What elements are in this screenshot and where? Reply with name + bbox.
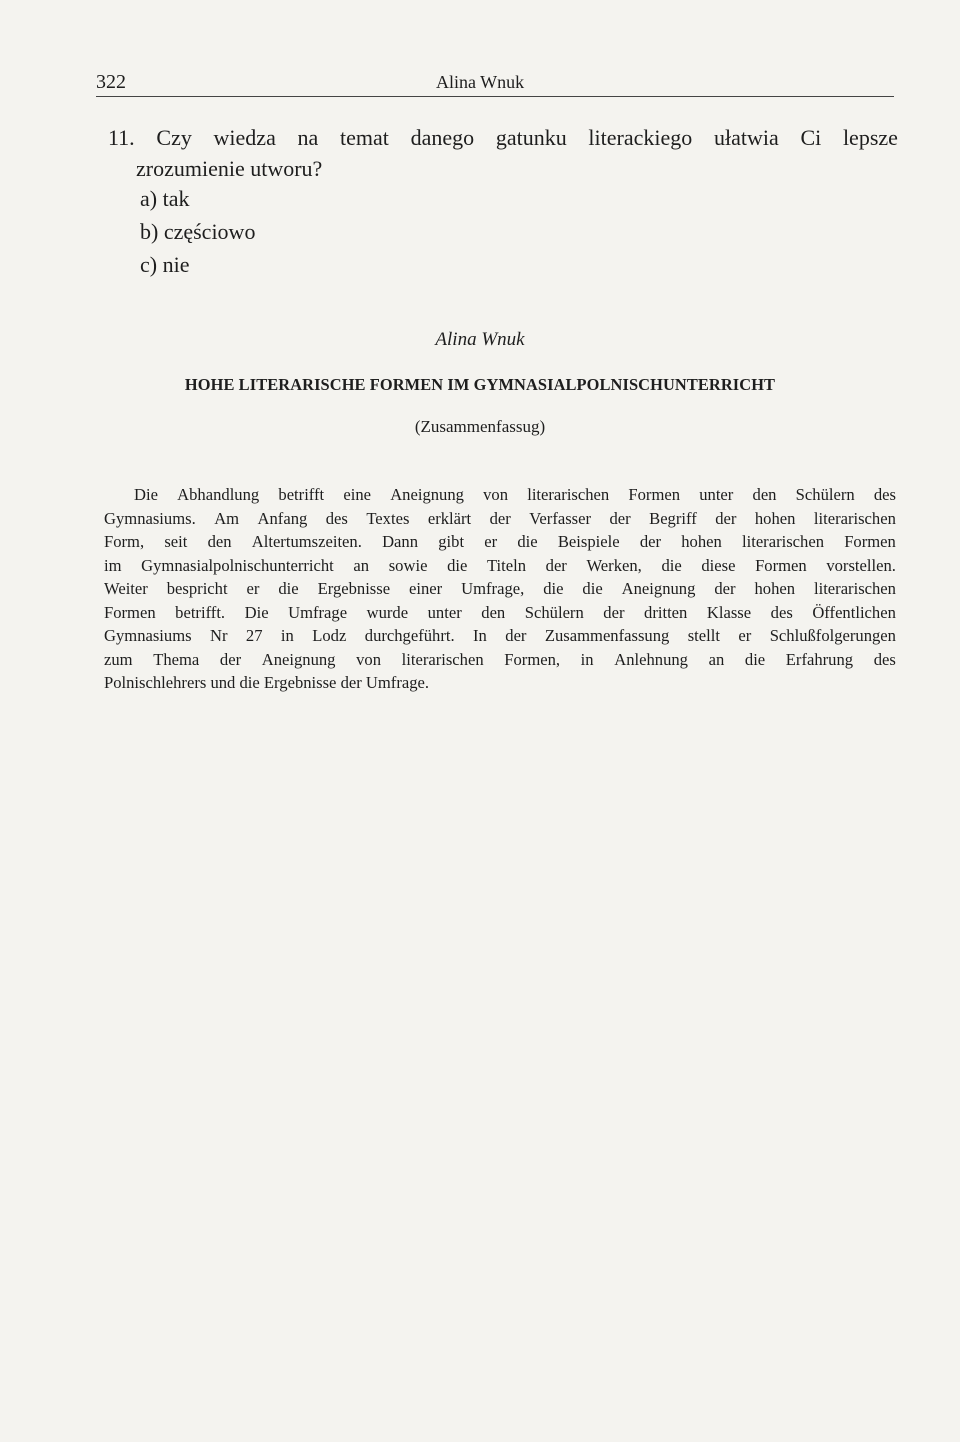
summary-word: Verfasser <box>529 508 592 528</box>
summary-word: des <box>325 508 348 528</box>
summary-word: hohen <box>754 508 796 528</box>
summary-word: erklärt <box>427 508 472 528</box>
summary-word: er <box>738 626 752 645</box>
summary-word: Erfahrung <box>785 649 854 669</box>
summary-author: Alina Wnuk <box>435 329 525 350</box>
summary-line <box>104 530 896 554</box>
question-word: danego <box>410 125 475 150</box>
summary-word: Schülern <box>795 485 855 504</box>
page-header <box>96 70 894 97</box>
summary-word: stellt <box>687 626 720 645</box>
summary-line <box>104 577 896 601</box>
summary-word: literarischen <box>401 649 484 669</box>
summary-word: den <box>207 532 232 551</box>
survey-question <box>108 122 898 184</box>
summary-word: Schülern <box>524 602 584 622</box>
summary-word: den <box>752 485 777 504</box>
summary-word: der <box>609 508 631 528</box>
summary-word: literarischen <box>741 532 824 551</box>
summary-word: einer <box>409 579 443 598</box>
summary-word: literarischen <box>527 485 610 504</box>
summary-line: Polnischlehrers und die Ergebnisse der Umfrage. <box>104 673 430 692</box>
summary-word: der <box>639 532 662 551</box>
summary-word: Am <box>214 508 240 528</box>
summary-word: Nr <box>210 626 228 645</box>
summary-word: wurde <box>366 602 409 622</box>
question-word: temat <box>340 125 389 150</box>
summary-word: an <box>708 649 725 669</box>
summary-word: Zusammenfassung <box>544 626 670 645</box>
summary-word: Formen <box>104 602 156 622</box>
summary-subtitle: (Zusammenfassug) <box>414 417 546 436</box>
answer-option-a: a) tak <box>140 186 190 211</box>
summary-word: Lodz <box>312 626 347 645</box>
summary-word: Die <box>134 485 158 504</box>
summary-word: Klasse <box>706 602 752 622</box>
summary-word: der <box>219 649 242 669</box>
question-word: na <box>297 125 319 150</box>
question-word: Czy <box>156 125 192 150</box>
summary-word: er <box>484 532 498 551</box>
running-head: Alina Wnuk <box>436 72 525 92</box>
summary-word: Die <box>244 602 269 622</box>
summary-word: des <box>873 485 896 504</box>
summary-word: Weiter <box>104 579 148 598</box>
summary-word: hohen <box>681 532 722 551</box>
summary-word: Thema <box>153 649 200 669</box>
summary-line <box>104 624 896 648</box>
summary-line <box>104 648 896 672</box>
summary-word: von <box>483 485 509 504</box>
question-line-1 <box>108 122 898 153</box>
summary-word: bespricht <box>166 579 228 598</box>
summary-line <box>104 554 896 578</box>
summary-word: literarischen <box>813 508 896 528</box>
summary-word: Umfrage <box>288 602 348 622</box>
summary-word: unter <box>699 485 734 504</box>
summary-word: von <box>356 649 381 669</box>
summary-word: Titeln <box>486 555 527 575</box>
summary-word: eine <box>343 485 371 504</box>
summary-line <box>104 601 896 625</box>
summary-word: die <box>278 579 299 598</box>
summary-word: die <box>744 649 766 669</box>
summary-word: betrifft <box>278 485 325 504</box>
question-word: lepsze <box>842 125 898 150</box>
summary-word: Ergebnisse <box>317 579 391 598</box>
question-word: literackiego <box>588 125 693 150</box>
summary-line <box>104 483 896 507</box>
summary-word: im <box>104 555 122 575</box>
summary-word: Abhandlung <box>177 485 260 504</box>
summary-word: Werken, <box>586 555 642 575</box>
summary-word: Textes <box>366 508 410 528</box>
summary-word: diese <box>701 555 736 575</box>
summary-word: Form, <box>104 532 145 551</box>
summary-word: Altertumszeiten. <box>251 532 362 551</box>
summary-line <box>104 507 896 531</box>
summary-body <box>104 483 896 695</box>
question-word: wiedza <box>213 125 276 150</box>
summary-word: in <box>280 626 294 645</box>
summary-word: der <box>505 626 527 645</box>
answer-option-c: c) nie <box>140 252 190 277</box>
page-number: 322 <box>96 71 126 93</box>
summary-word: hohen <box>754 579 796 598</box>
summary-word: die <box>582 579 603 598</box>
summary-word: Aneignung <box>621 579 696 598</box>
summary-word: an <box>353 555 370 575</box>
summary-word: Formen <box>628 485 681 504</box>
summary-word: vorstellen. <box>826 555 896 575</box>
summary-word: der <box>714 579 736 598</box>
summary-word: Gymnasialpolnischunterricht <box>141 555 334 575</box>
summary-word: Aneignung <box>261 649 336 669</box>
question-word: ułatwia <box>713 125 779 150</box>
summary-word: des <box>770 602 793 622</box>
summary-word: Gymnasiums <box>104 626 192 645</box>
summary-word: unter <box>427 602 462 622</box>
summary-word: Dann <box>382 532 419 551</box>
answer-options <box>140 182 255 281</box>
summary-title: HOHE LITERARISCHE FORMEN IM GYMNASIALPOLNISCHUNTERRICHT <box>184 375 776 394</box>
answer-option-b: b) częściowo <box>140 219 256 244</box>
summary-word: Gymnasiums. <box>104 508 196 528</box>
summary-word: Schlußfolgerungen <box>769 626 896 645</box>
question-word: Ci <box>800 125 822 150</box>
summary-word: der <box>489 508 511 528</box>
summary-word: der <box>603 602 625 622</box>
summary-word: Beispiele <box>557 532 620 551</box>
summary-word: den <box>481 602 506 622</box>
summary-word: Öffentlichen <box>812 602 896 622</box>
summary-word: Anlehnung <box>614 649 688 669</box>
summary-word: Begriff <box>649 508 697 528</box>
summary-word: 27 <box>245 626 263 645</box>
question-line-2: zrozumienie utworu? <box>136 156 323 181</box>
summary-word: zum <box>104 649 133 669</box>
summary-word: in <box>580 649 594 669</box>
summary-word: seit <box>164 532 188 551</box>
summary-word: betrifft. <box>175 602 226 622</box>
summary-word: Formen <box>844 532 896 551</box>
question-word: 11. <box>108 125 135 150</box>
summary-word: er <box>246 579 260 598</box>
question-word: gatunku <box>495 125 567 150</box>
summary-word: die <box>447 555 468 575</box>
summary-word: sowie <box>388 555 428 575</box>
summary-word: literarischen <box>813 579 896 598</box>
summary-word: durchgeführt. <box>364 626 455 645</box>
summary-word: der <box>545 555 567 575</box>
summary-word: der <box>715 508 737 528</box>
summary-word: In <box>473 626 487 645</box>
summary-word: des <box>873 649 896 669</box>
summary-word: dritten <box>644 602 688 622</box>
summary-word: gibt <box>438 532 465 551</box>
summary-word: Aneignung <box>390 485 464 504</box>
summary-word: Umfrage, <box>461 579 525 598</box>
summary-word: Anfang <box>257 508 308 528</box>
summary-word: die <box>661 555 682 575</box>
summary-word: die <box>517 532 538 551</box>
summary-word: Formen, <box>504 649 561 669</box>
summary-word: die <box>543 579 564 598</box>
summary-word: Formen <box>755 555 807 575</box>
